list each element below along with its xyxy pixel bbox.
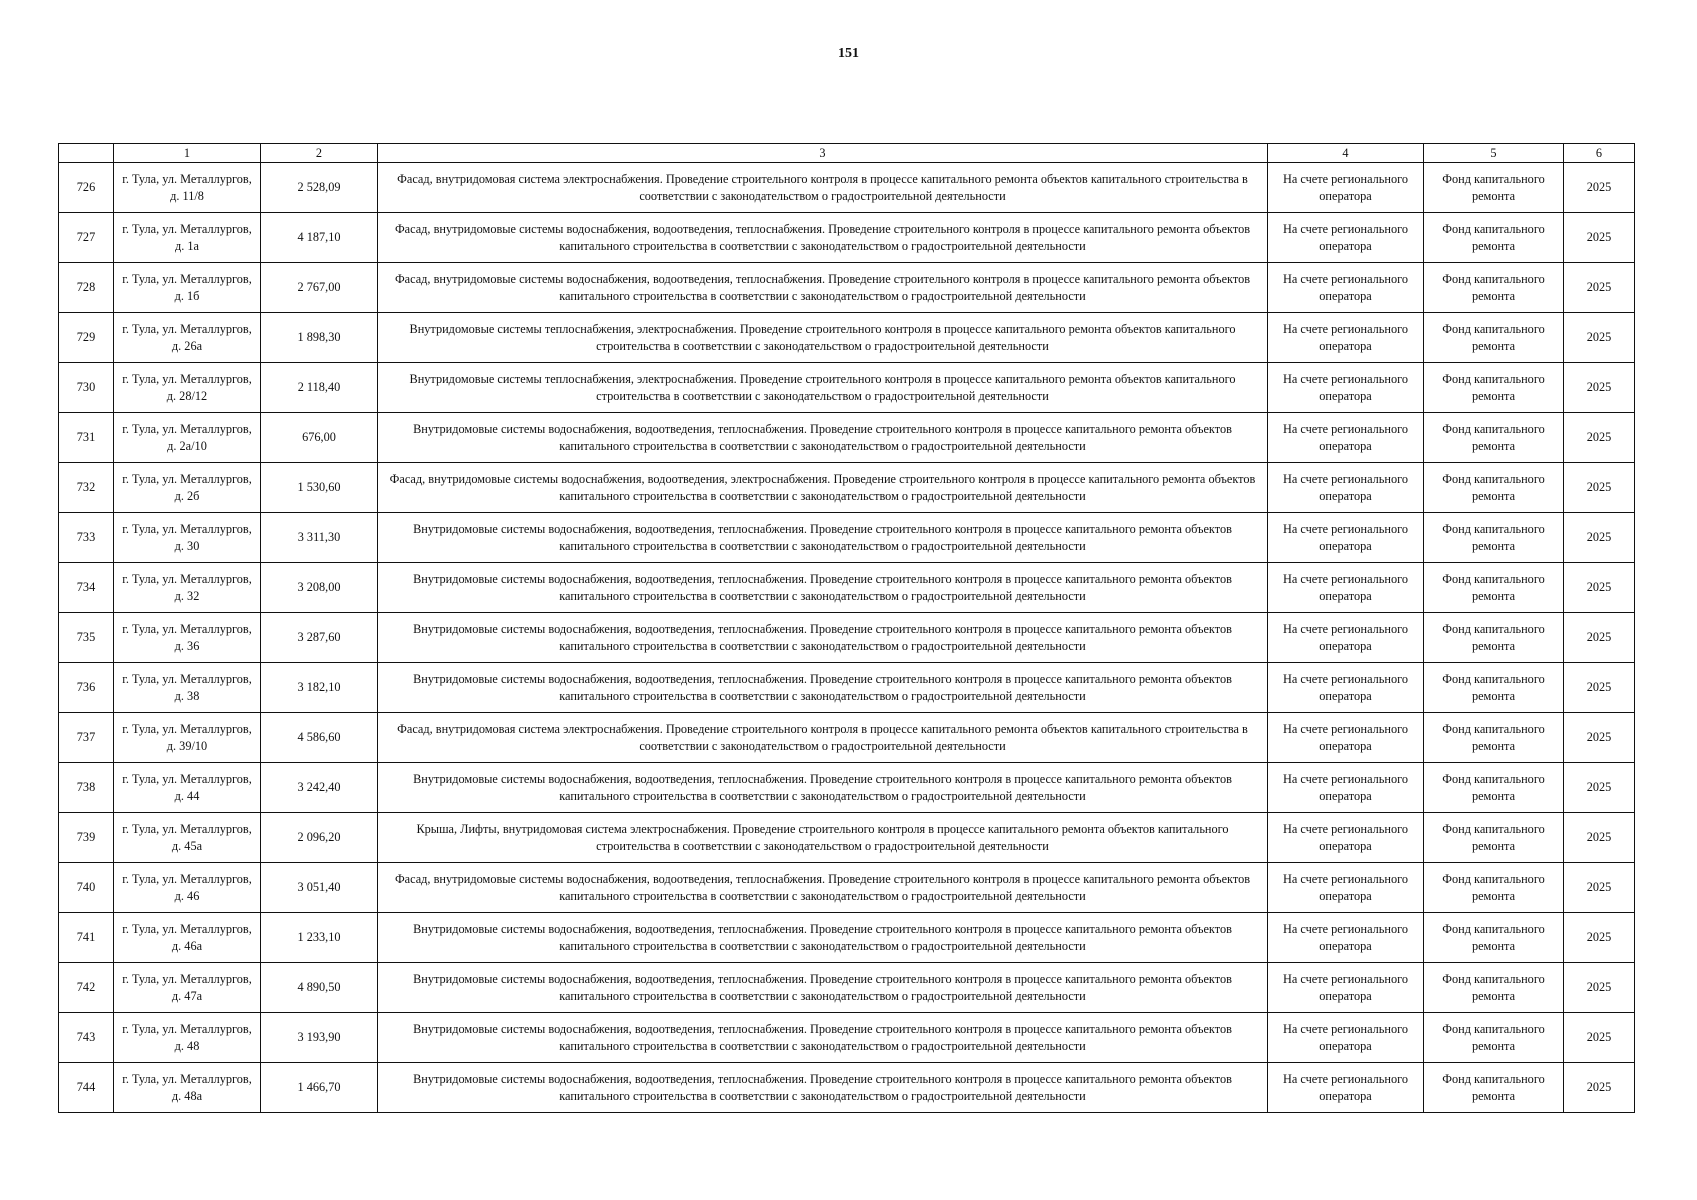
area-cell: 3 311,30 bbox=[261, 513, 378, 563]
year-cell: 2025 bbox=[1564, 513, 1635, 563]
row-number-cell: 741 bbox=[59, 913, 114, 963]
area-cell: 3 287,60 bbox=[261, 613, 378, 663]
works-description-cell: Фасад, внутридомовые системы водоснабжения, водоотведения, электроснабжения. Проведение строительного контроля в процессе капитального ремонта объектов капитального строительства в соответствии с законодательством о градостроительной деятельности bbox=[378, 463, 1268, 513]
row-number-cell: 740 bbox=[59, 863, 114, 913]
works-description-cell: Фасад, внутридомовые системы водоснабжения, водоотведения, теплоснабжения. Проведение строительного контроля в процессе капитального ремонта объектов капитального строительства в соответствии с законодательством о градостроительной деятельности bbox=[378, 213, 1268, 263]
works-description-cell: Внутридомовые системы водоснабжения, водоотведения, теплоснабжения. Проведение строительного контроля в процессе капитального ремонта объектов капитального строительства в соответствии с законодательством о градостроительной деятельности bbox=[378, 513, 1268, 563]
row-number-cell: 738 bbox=[59, 763, 114, 813]
area-cell: 2 096,20 bbox=[261, 813, 378, 863]
row-number-cell: 744 bbox=[59, 1063, 114, 1113]
address-cell: г. Тула, ул. Металлургов, д. 44 bbox=[114, 763, 261, 813]
address-cell: г. Тула, ул. Металлургов, д. 47а bbox=[114, 963, 261, 1013]
year-cell: 2025 bbox=[1564, 763, 1635, 813]
works-description-cell: Фасад, внутридомовые системы водоснабжения, водоотведения, теплоснабжения. Проведение строительного контроля в процессе капитального ремонта объектов капитального строительства в соответствии с законодательством о градостроительной деятельности bbox=[378, 263, 1268, 313]
header-cell: 2 bbox=[261, 144, 378, 163]
area-cell: 3 208,00 bbox=[261, 563, 378, 613]
address-cell: г. Тула, ул. Металлургов, д. 45а bbox=[114, 813, 261, 863]
address-cell: г. Тула, ул. Металлургов, д. 48 bbox=[114, 1013, 261, 1063]
row-number-cell: 727 bbox=[59, 213, 114, 263]
works-description-cell: Внутридомовые системы водоснабжения, водоотведения, теплоснабжения. Проведение строительного контроля в процессе капитального ремонта объектов капитального строительства в соответствии с законодательством о градостроительной деятельности bbox=[378, 413, 1268, 463]
year-cell: 2025 bbox=[1564, 563, 1635, 613]
table-row bbox=[59, 613, 1635, 663]
table-row bbox=[59, 813, 1635, 863]
table-row bbox=[59, 963, 1635, 1013]
header-cell-empty bbox=[59, 144, 114, 163]
header-cell: 5 bbox=[1424, 144, 1564, 163]
area-cell: 4 586,60 bbox=[261, 713, 378, 763]
works-description-cell: Фасад, внутридомовая система электроснабжения. Проведение строительного контроля в процессе капитального ремонта объектов капитального строительства в соответствии с законодательством о градостроительной деятельности bbox=[378, 163, 1268, 213]
works-description-cell: Внутридомовые системы водоснабжения, водоотведения, теплоснабжения. Проведение строительного контроля в процессе капитального ремонта объектов капитального строительства в соответствии с законодательством о градостроительной деятельности bbox=[378, 913, 1268, 963]
works-description-cell: Внутридомовые системы водоснабжения, водоотведения, теплоснабжения. Проведение строительного контроля в процессе капитального ремонта объектов капитального строительства в соответствии с законодательством о градостроительной деятельности bbox=[378, 663, 1268, 713]
table-row bbox=[59, 363, 1635, 413]
works-description-cell: Внутридомовые системы водоснабжения, водоотведения, теплоснабжения. Проведение строительного контроля в процессе капитального ремонта объектов капитального строительства в соответствии с законодательством о градостроительной деятельности bbox=[378, 1063, 1268, 1113]
address-cell: г. Тула, ул. Металлургов, д. 46а bbox=[114, 913, 261, 963]
year-cell: 2025 bbox=[1564, 1063, 1635, 1113]
repair-schedule-table bbox=[58, 143, 1635, 1113]
row-number-cell: 729 bbox=[59, 313, 114, 363]
row-number-cell: 739 bbox=[59, 813, 114, 863]
header-cell: 4 bbox=[1268, 144, 1424, 163]
year-cell: 2025 bbox=[1564, 663, 1635, 713]
row-number-cell: 737 bbox=[59, 713, 114, 763]
funding-source-cell: Фонд капитального ремонта bbox=[1424, 363, 1564, 413]
table-row bbox=[59, 563, 1635, 613]
address-cell: г. Тула, ул. Металлургов, д. 38 bbox=[114, 663, 261, 713]
header-cell: 1 bbox=[114, 144, 261, 163]
funding-account-cell: На счете регионального оператора bbox=[1268, 813, 1424, 863]
area-cell: 2 767,00 bbox=[261, 263, 378, 313]
funding-source-cell: Фонд капитального ремонта bbox=[1424, 1063, 1564, 1113]
area-cell: 3 193,90 bbox=[261, 1013, 378, 1063]
area-cell: 2 118,40 bbox=[261, 363, 378, 413]
table-row bbox=[59, 313, 1635, 363]
table-row bbox=[59, 663, 1635, 713]
row-number-cell: 732 bbox=[59, 463, 114, 513]
year-cell: 2025 bbox=[1564, 863, 1635, 913]
funding-account-cell: На счете регионального оператора bbox=[1268, 463, 1424, 513]
address-cell: г. Тула, ул. Металлургов, д. 2б bbox=[114, 463, 261, 513]
works-description-cell: Внутридомовые системы водоснабжения, водоотведения, теплоснабжения. Проведение строительного контроля в процессе капитального ремонта объектов капитального строительства в соответствии с законодательством о градостроительной деятельности bbox=[378, 763, 1268, 813]
address-cell: г. Тула, ул. Металлургов, д. 46 bbox=[114, 863, 261, 913]
area-cell: 4 187,10 bbox=[261, 213, 378, 263]
funding-source-cell: Фонд капитального ремонта bbox=[1424, 413, 1564, 463]
table-row bbox=[59, 1013, 1635, 1063]
area-cell: 3 182,10 bbox=[261, 663, 378, 713]
table-row bbox=[59, 913, 1635, 963]
address-cell: г. Тула, ул. Металлургов, д. 30 bbox=[114, 513, 261, 563]
works-description-cell: Внутридомовые системы теплоснабжения, электроснабжения. Проведение строительного контроля в процессе капитального ремонта объектов капитального строительства в соответствии с законодательством о градостроительной деятельности bbox=[378, 313, 1268, 363]
year-cell: 2025 bbox=[1564, 463, 1635, 513]
address-cell: г. Тула, ул. Металлургов, д. 26а bbox=[114, 313, 261, 363]
funding-account-cell: На счете регионального оператора bbox=[1268, 963, 1424, 1013]
funding-account-cell: На счете регионального оператора bbox=[1268, 1063, 1424, 1113]
address-cell: г. Тула, ул. Металлургов, д. 48а bbox=[114, 1063, 261, 1113]
works-description-cell: Фасад, внутридомовые системы водоснабжения, водоотведения, теплоснабжения. Проведение строительного контроля в процессе капитального ремонта объектов капитального строительства в соответствии с законодательством о градостроительной деятельности bbox=[378, 863, 1268, 913]
funding-account-cell: На счете регионального оператора bbox=[1268, 313, 1424, 363]
works-description-cell: Крыша, Лифты, внутридомовая система электроснабжения. Проведение строительного контроля в процессе капитального ремонта объектов капитального строительства в соответствии с законодательством о градостроительной деятельности bbox=[378, 813, 1268, 863]
funding-source-cell: Фонд капитального ремонта bbox=[1424, 313, 1564, 363]
funding-account-cell: На счете регионального оператора bbox=[1268, 663, 1424, 713]
row-number-cell: 743 bbox=[59, 1013, 114, 1063]
funding-source-cell: Фонд капитального ремонта bbox=[1424, 913, 1564, 963]
year-cell: 2025 bbox=[1564, 613, 1635, 663]
works-description-cell: Внутридомовые системы водоснабжения, водоотведения, теплоснабжения. Проведение строительного контроля в процессе капитального ремонта объектов капитального строительства в соответствии с законодательством о градостроительной деятельности bbox=[378, 613, 1268, 663]
funding-source-cell: Фонд капитального ремонта bbox=[1424, 263, 1564, 313]
year-cell: 2025 bbox=[1564, 413, 1635, 463]
row-number-cell: 735 bbox=[59, 613, 114, 663]
area-cell: 1 466,70 bbox=[261, 1063, 378, 1113]
year-cell: 2025 bbox=[1564, 213, 1635, 263]
area-cell: 1 233,10 bbox=[261, 913, 378, 963]
table-row bbox=[59, 413, 1635, 463]
row-number-cell: 731 bbox=[59, 413, 114, 463]
header-cell: 3 bbox=[378, 144, 1268, 163]
table-row bbox=[59, 463, 1635, 513]
works-description-cell: Внутридомовые системы теплоснабжения, электроснабжения. Проведение строительного контроля в процессе капитального ремонта объектов капитального строительства в соответствии с законодательством о градостроительной деятельности bbox=[378, 363, 1268, 413]
address-cell: г. Тула, ул. Металлургов, д. 1а bbox=[114, 213, 261, 263]
funding-source-cell: Фонд капитального ремонта bbox=[1424, 863, 1564, 913]
address-cell: г. Тула, ул. Металлургов, д. 2а/10 bbox=[114, 413, 261, 463]
row-number-cell: 733 bbox=[59, 513, 114, 563]
funding-source-cell: Фонд капитального ремонта bbox=[1424, 513, 1564, 563]
funding-account-cell: На счете регионального оператора bbox=[1268, 713, 1424, 763]
row-number-cell: 728 bbox=[59, 263, 114, 313]
table-row bbox=[59, 163, 1635, 213]
funding-source-cell: Фонд капитального ремонта bbox=[1424, 163, 1564, 213]
funding-account-cell: На счете регионального оператора bbox=[1268, 863, 1424, 913]
table-row bbox=[59, 863, 1635, 913]
works-description-cell: Внутридомовые системы водоснабжения, водоотведения, теплоснабжения. Проведение строительного контроля в процессе капитального ремонта объектов капитального строительства в соответствии с законодательством о градостроительной деятельности bbox=[378, 963, 1268, 1013]
year-cell: 2025 bbox=[1564, 163, 1635, 213]
funding-source-cell: Фонд капитального ремонта bbox=[1424, 463, 1564, 513]
row-number-cell: 734 bbox=[59, 563, 114, 613]
area-cell: 676,00 bbox=[261, 413, 378, 463]
funding-source-cell: Фонд капитального ремонта bbox=[1424, 1013, 1564, 1063]
funding-account-cell: На счете регионального оператора bbox=[1268, 913, 1424, 963]
funding-source-cell: Фонд капитального ремонта bbox=[1424, 663, 1564, 713]
table-row bbox=[59, 713, 1635, 763]
row-number-cell: 736 bbox=[59, 663, 114, 713]
address-cell: г. Тула, ул. Металлургов, д. 36 bbox=[114, 613, 261, 663]
funding-source-cell: Фонд капитального ремонта bbox=[1424, 813, 1564, 863]
funding-account-cell: На счете регионального оператора bbox=[1268, 163, 1424, 213]
year-cell: 2025 bbox=[1564, 313, 1635, 363]
table-row bbox=[59, 263, 1635, 313]
page-number: 151 bbox=[838, 46, 859, 61]
funding-account-cell: На счете регионального оператора bbox=[1268, 1013, 1424, 1063]
funding-account-cell: На счете регионального оператора bbox=[1268, 363, 1424, 413]
year-cell: 2025 bbox=[1564, 713, 1635, 763]
year-cell: 2025 bbox=[1564, 913, 1635, 963]
funding-account-cell: На счете регионального оператора bbox=[1268, 213, 1424, 263]
funding-source-cell: Фонд капитального ремонта bbox=[1424, 563, 1564, 613]
address-cell: г. Тула, ул. Металлургов, д. 32 bbox=[114, 563, 261, 613]
row-number-cell: 742 bbox=[59, 963, 114, 1013]
table-row bbox=[59, 513, 1635, 563]
area-cell: 2 528,09 bbox=[261, 163, 378, 213]
area-cell: 3 051,40 bbox=[261, 863, 378, 913]
funding-source-cell: Фонд капитального ремонта bbox=[1424, 713, 1564, 763]
funding-account-cell: На счете регионального оператора bbox=[1268, 513, 1424, 563]
funding-account-cell: На счете регионального оператора bbox=[1268, 763, 1424, 813]
works-description-cell: Фасад, внутридомовая система электроснабжения. Проведение строительного контроля в процессе капитального ремонта объектов капитального строительства в соответствии с законодательством о градостроительной деятельности bbox=[378, 713, 1268, 763]
year-cell: 2025 bbox=[1564, 363, 1635, 413]
table-row bbox=[59, 1063, 1635, 1113]
works-description-cell: Внутридомовые системы водоснабжения, водоотведения, теплоснабжения. Проведение строительного контроля в процессе капитального ремонта объектов капитального строительства в соответствии с законодательством о градостроительной деятельности bbox=[378, 1013, 1268, 1063]
table-row bbox=[59, 213, 1635, 263]
row-number-cell: 726 bbox=[59, 163, 114, 213]
row-number-cell: 730 bbox=[59, 363, 114, 413]
table-row bbox=[59, 763, 1635, 813]
funding-source-cell: Фонд капитального ремонта bbox=[1424, 613, 1564, 663]
funding-account-cell: На счете регионального оператора bbox=[1268, 613, 1424, 663]
funding-source-cell: Фонд капитального ремонта bbox=[1424, 213, 1564, 263]
year-cell: 2025 bbox=[1564, 263, 1635, 313]
funding-account-cell: На счете регионального оператора bbox=[1268, 563, 1424, 613]
funding-source-cell: Фонд капитального ремонта bbox=[1424, 963, 1564, 1013]
area-cell: 1 530,60 bbox=[261, 463, 378, 513]
address-cell: г. Тула, ул. Металлургов, д. 39/10 bbox=[114, 713, 261, 763]
year-cell: 2025 bbox=[1564, 813, 1635, 863]
address-cell: г. Тула, ул. Металлургов, д. 11/8 bbox=[114, 163, 261, 213]
funding-source-cell: Фонд капитального ремонта bbox=[1424, 763, 1564, 813]
area-cell: 1 898,30 bbox=[261, 313, 378, 363]
address-cell: г. Тула, ул. Металлургов, д. 1б bbox=[114, 263, 261, 313]
funding-account-cell: На счете регионального оператора bbox=[1268, 263, 1424, 313]
works-description-cell: Внутридомовые системы водоснабжения, водоотведения, теплоснабжения. Проведение строительного контроля в процессе капитального ремонта объектов капитального строительства в соответствии с законодательством о градостроительной деятельности bbox=[378, 563, 1268, 613]
year-cell: 2025 bbox=[1564, 1013, 1635, 1063]
funding-account-cell: На счете регионального оператора bbox=[1268, 413, 1424, 463]
header-cell: 6 bbox=[1564, 144, 1635, 163]
year-cell: 2025 bbox=[1564, 963, 1635, 1013]
column-number-row bbox=[59, 144, 1635, 163]
address-cell: г. Тула, ул. Металлургов, д. 28/12 bbox=[114, 363, 261, 413]
area-cell: 4 890,50 bbox=[261, 963, 378, 1013]
area-cell: 3 242,40 bbox=[261, 763, 378, 813]
